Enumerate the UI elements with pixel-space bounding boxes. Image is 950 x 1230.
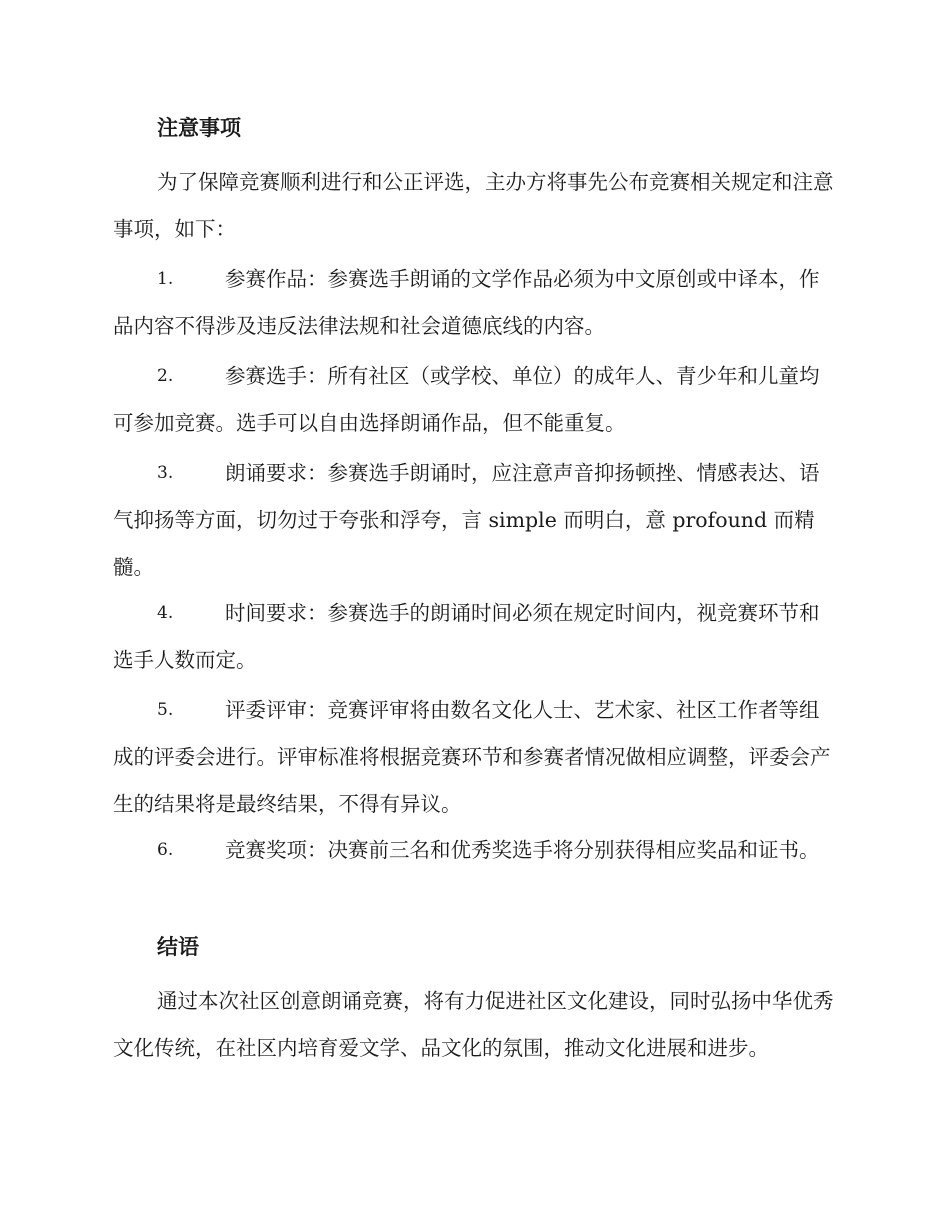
notice-item-1	[113, 256, 838, 350]
item-text: 参赛作品：参赛选手朗诵的文学作品必须为中文原创或中译本，作品内容不得涉及违反法律法规和社会道德底线的内容。	[113, 267, 820, 338]
item-number: 1.	[157, 269, 174, 289]
notice-item-6	[113, 827, 838, 874]
item-number: 3.	[157, 463, 174, 483]
item-number: 5.	[157, 700, 174, 720]
notice-intro: 为了保障竞赛顺利进行和公正评选，主办方将事先公布竞赛相关规定和注意事项，如下：	[113, 170, 834, 241]
item-text: 参赛选手：所有社区（或学校、单位）的成年人、青少年和儿童均可参加竞赛。选手可以自由选择朗诵作品，但不能重复。	[113, 364, 820, 435]
item-number: 2.	[157, 366, 174, 386]
item-text: 竞赛奖项：决赛前三名和优秀奖选手将分别获得相应奖品和证书。	[225, 838, 820, 862]
notice-item-4	[113, 590, 838, 684]
notice-item-5	[113, 687, 838, 828]
notice-item-2	[113, 353, 838, 447]
notice-item-3	[113, 450, 838, 591]
item-text: 时间要求：参赛选手的朗诵时间必须在规定时间内，视竞赛环节和选手人数而定。	[113, 601, 820, 672]
conclusion-heading: 结语	[157, 934, 199, 959]
item-text: 评委评审：竞赛评审将由数名文化人士、艺术家、社区工作者等组成的评委会进行。评审标准将根据竞赛环节和参赛者情况做相应调整，评委会产生的结果将是最终结果，不得有异议。	[113, 698, 831, 816]
item-number: 6.	[157, 840, 174, 860]
conclusion-text: 通过本次社区创意朗诵竞赛，将有力促进社区文化建设，同时弘扬中华优秀文化传统，在社区内培育爱文学、品文化的氛围，推动文化进展和进步。	[113, 989, 834, 1060]
item-text: 朗诵要求：参赛选手朗诵时，应注意声音抑扬顿挫、情感表达、语气抑扬等方面，切勿过于夸张和浮夸，言 simple 而明白，意 profound 而精髓。	[113, 461, 820, 579]
item-number: 4.	[157, 603, 174, 623]
notice-heading: 注意事项	[157, 115, 241, 140]
